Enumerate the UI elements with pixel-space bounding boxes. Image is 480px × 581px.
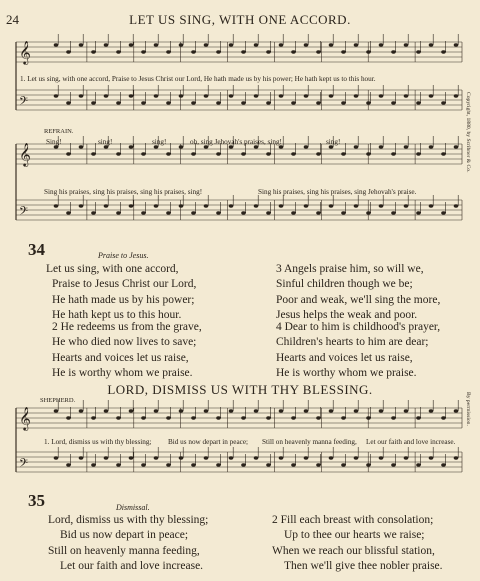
note-head [404, 145, 409, 148]
note-head [304, 94, 309, 97]
treble-clef-icon: 𝄞 [19, 142, 31, 166]
note-head [166, 101, 171, 104]
tune-name: SHEPHERD. [40, 397, 76, 404]
note-head [91, 101, 96, 104]
note-head [366, 416, 371, 419]
note-head [316, 152, 321, 155]
note-head [366, 152, 371, 155]
note-head [379, 94, 384, 97]
note-head [291, 50, 296, 53]
verse-line: Hearts and voices let us raise, [276, 351, 413, 364]
note-head [79, 145, 84, 148]
note-head [129, 409, 134, 412]
note-head [66, 101, 71, 104]
note-head [116, 211, 121, 214]
note-head [141, 50, 146, 53]
hymn-35-title: LORD, DISMISS US WITH THY BLESSING. [107, 382, 373, 397]
hymn-34-verse-3 [276, 262, 440, 324]
note-head [116, 416, 121, 419]
note-head [454, 456, 459, 459]
note-head [104, 204, 109, 207]
refrain-word-5: sing! [326, 138, 341, 146]
verse-line: 4 Dear to him is childhood's prayer, [276, 321, 441, 333]
note-head [54, 43, 59, 46]
note-head [129, 94, 134, 97]
note-head [291, 101, 296, 104]
note-head [379, 43, 384, 46]
note-head [216, 101, 221, 104]
note-head [166, 211, 171, 214]
hymn-35-subtitle: Dismissal. [116, 503, 150, 512]
note-head [229, 456, 234, 459]
verse-line: Lord, dismiss us with thy blessing; [48, 514, 209, 526]
note-head [316, 463, 321, 466]
note-head [79, 43, 84, 46]
note-head [416, 211, 421, 214]
note-head [304, 43, 309, 46]
note-head [329, 94, 334, 97]
note-head [79, 456, 84, 459]
hymn-35-lyric-1: 1. Lord, dismiss us with thy blessing; [44, 438, 152, 446]
note-head [291, 152, 296, 155]
note-head [191, 416, 196, 419]
hymn-34-title: LET US SING, WITH ONE ACCORD. [129, 12, 351, 27]
note-head [266, 416, 271, 419]
note-head [391, 101, 396, 104]
note-head [454, 145, 459, 148]
note-head [341, 50, 346, 53]
note-head [416, 50, 421, 53]
note-head [341, 152, 346, 155]
note-head [229, 204, 234, 207]
note-head [179, 145, 184, 148]
verse-line: 2 Fill each breast with consolation; [272, 514, 434, 526]
note-head [54, 94, 59, 97]
note-head [291, 211, 296, 214]
note-head [241, 416, 246, 419]
note-head [354, 204, 359, 207]
note-head [391, 463, 396, 466]
note-head [254, 204, 259, 207]
page-number: 24 [6, 12, 19, 27]
note-head [179, 94, 184, 97]
note-head [91, 50, 96, 53]
note-head [266, 463, 271, 466]
note-head [404, 43, 409, 46]
note-head [266, 101, 271, 104]
hymn-35-lyric-2: Bid us now depart in peace; [168, 438, 249, 446]
note-head [216, 463, 221, 466]
note-head [429, 456, 434, 459]
note-head [391, 152, 396, 155]
note-head [241, 152, 246, 155]
verse-line: Children's hearts to him are dear; [276, 336, 429, 349]
note-head [279, 43, 284, 46]
refrain-label: REFRAIN. [44, 128, 74, 135]
verse-line: Poor and weak, we'll sing the more, [276, 293, 441, 306]
note-head [66, 50, 71, 53]
note-head [104, 94, 109, 97]
note-head [204, 204, 209, 207]
note-head [191, 211, 196, 214]
note-head [216, 416, 221, 419]
verse-line: Up to thee our hearts we raise; [284, 529, 425, 542]
note-head [204, 456, 209, 459]
hymn-35-verse-1 [48, 513, 208, 575]
note-head [266, 211, 271, 214]
note-head [379, 456, 384, 459]
verse-line: He hath made us by his power; [52, 293, 195, 306]
verse-line: Let us sing, with one accord, [46, 263, 179, 275]
note-head [304, 456, 309, 459]
note-head [354, 145, 359, 148]
treble-clef-icon: 𝄞 [19, 40, 31, 64]
note-head [116, 101, 121, 104]
note-head [179, 409, 184, 412]
copyright-note: Copyright, 1880, by Scribner & Co. [465, 92, 471, 173]
note-head [354, 43, 359, 46]
treble-clef-icon: 𝄞 [19, 406, 31, 430]
note-head [366, 50, 371, 53]
note-head [341, 211, 346, 214]
note-head [279, 94, 284, 97]
note-head [54, 204, 59, 207]
note-head [291, 463, 296, 466]
note-head [304, 145, 309, 148]
note-head [354, 456, 359, 459]
note-head [391, 416, 396, 419]
note-head [429, 204, 434, 207]
note-head [66, 152, 71, 155]
note-head [104, 43, 109, 46]
note-head [441, 50, 446, 53]
refrain-word-4: oh, sing Jehovah's praises, sing! [190, 138, 282, 146]
verse-line: 3 Angels praise him, so will we, [276, 263, 424, 275]
note-head [316, 50, 321, 53]
note-head [391, 211, 396, 214]
note-head [429, 43, 434, 46]
note-head [329, 456, 334, 459]
note-head [154, 409, 159, 412]
note-head [404, 456, 409, 459]
note-head [291, 416, 296, 419]
note-head [329, 204, 334, 207]
verse-line: He is worthy whom we praise. [276, 367, 417, 380]
note-head [241, 50, 246, 53]
note-head [129, 204, 134, 207]
note-head [254, 409, 259, 412]
note-head [279, 409, 284, 412]
note-head [191, 152, 196, 155]
note-head [441, 101, 446, 104]
note-head [204, 409, 209, 412]
hymn-34-verse-4 [276, 320, 440, 382]
note-head [66, 416, 71, 419]
note-head [254, 43, 259, 46]
note-head [341, 101, 346, 104]
note-head [104, 409, 109, 412]
note-head [204, 94, 209, 97]
note-head [379, 145, 384, 148]
note-head [441, 463, 446, 466]
note-head [204, 43, 209, 46]
note-head [54, 456, 59, 459]
note-head [241, 211, 246, 214]
note-head [179, 43, 184, 46]
note-head [79, 409, 84, 412]
verse-line: Still on heavenly manna feeding, [48, 544, 200, 557]
note-head [241, 463, 246, 466]
bass-clef-icon: 𝄢 [19, 205, 29, 221]
note-head [216, 211, 221, 214]
note-head [454, 409, 459, 412]
note-head [279, 204, 284, 207]
note-head [116, 463, 121, 466]
note-head [391, 50, 396, 53]
note-head [366, 211, 371, 214]
refrain-lower-2: Sing his praises, sing his praises, sing Jehovah's praise. [258, 188, 417, 196]
note-head [66, 211, 71, 214]
note-head [454, 204, 459, 207]
note-head [129, 43, 134, 46]
note-head [191, 50, 196, 53]
note-head [216, 50, 221, 53]
note-head [141, 211, 146, 214]
hymn-35-lyric-3: Still on heavenly manna feeding, [262, 438, 357, 446]
note-head [254, 94, 259, 97]
refrain-word-2: sing! [98, 138, 113, 146]
note-head [191, 101, 196, 104]
note-head [429, 94, 434, 97]
note-head [91, 463, 96, 466]
hymn-34-subtitle: Praise to Jesus. [98, 251, 149, 260]
note-head [416, 152, 421, 155]
note-head [104, 456, 109, 459]
note-head [91, 416, 96, 419]
note-head [141, 101, 146, 104]
note-head [416, 463, 421, 466]
note-head [429, 145, 434, 148]
note-head [341, 463, 346, 466]
note-head [79, 204, 84, 207]
note-head [316, 416, 321, 419]
note-head [441, 416, 446, 419]
refrain-word-1: Sing! [46, 138, 62, 146]
verse-line: Then we'll give thee nobler praise. [284, 560, 443, 573]
note-head [404, 409, 409, 412]
note-head [166, 463, 171, 466]
bass-clef-icon: 𝄢 [19, 95, 29, 111]
note-head [304, 409, 309, 412]
note-head [166, 152, 171, 155]
permission-note: By permission. [465, 392, 471, 426]
note-head [404, 204, 409, 207]
note-head [266, 50, 271, 53]
note-head [429, 409, 434, 412]
note-head [241, 101, 246, 104]
verse-line: 2 He redeems us from the grave, [52, 321, 202, 333]
note-head [191, 463, 196, 466]
refrain-word-3: sing! [152, 138, 167, 146]
note-head [91, 152, 96, 155]
bass-clef-icon: 𝄢 [19, 457, 29, 473]
note-head [329, 43, 334, 46]
note-head [179, 204, 184, 207]
note-head [54, 409, 59, 412]
note-head [329, 409, 334, 412]
note-head [216, 152, 221, 155]
note-head [141, 152, 146, 155]
hymn-34-verse-2 [52, 320, 202, 382]
note-head [254, 456, 259, 459]
note-head [229, 409, 234, 412]
note-head [229, 94, 234, 97]
note-head [341, 416, 346, 419]
hymn-35-number: 35 [28, 491, 45, 510]
note-head [166, 50, 171, 53]
note-head [454, 43, 459, 46]
note-head [91, 211, 96, 214]
note-head [154, 204, 159, 207]
verse-line: Let our faith and love increase. [60, 560, 204, 573]
note-head [179, 456, 184, 459]
note-head [316, 101, 321, 104]
verse-line: When we reach our blissful station, [272, 544, 435, 557]
note-head [154, 456, 159, 459]
note-head [116, 50, 121, 53]
verse-line: Hearts and voices let us raise, [52, 351, 189, 364]
note-head [154, 43, 159, 46]
verse-line: Sinful children though we be; [276, 278, 413, 291]
note-head [129, 145, 134, 148]
note-head [79, 94, 84, 97]
note-head [354, 409, 359, 412]
note-head [279, 456, 284, 459]
verse-line: He is worthy whom we praise. [52, 367, 193, 380]
note-head [266, 152, 271, 155]
note-head [366, 463, 371, 466]
note-head [454, 94, 459, 97]
hymn-35-verse-2 [272, 513, 443, 575]
note-head [304, 204, 309, 207]
note-head [129, 456, 134, 459]
verse-line: He hath kept us to this hour. [52, 309, 182, 322]
note-head [354, 94, 359, 97]
note-head [141, 463, 146, 466]
note-head [316, 211, 321, 214]
verse-line: Bid us now depart in peace; [60, 529, 189, 542]
note-head [366, 101, 371, 104]
note-head [116, 152, 121, 155]
note-head [154, 94, 159, 97]
note-head [416, 416, 421, 419]
verse-line: Jesus helps the weak and poor. [276, 309, 418, 322]
verse-line: Praise to Jesus Christ our Lord, [52, 278, 197, 291]
hymn-35-lyric-4: Let our faith and love increase. [366, 438, 456, 446]
note-head [441, 211, 446, 214]
hymn-34-verse-1 [46, 262, 196, 324]
note-head [166, 416, 171, 419]
note-head [379, 409, 384, 412]
verse-line: He who died now lives to save; [52, 336, 197, 349]
note-head [141, 416, 146, 419]
hymn-34-number: 34 [28, 240, 45, 259]
note-head [404, 94, 409, 97]
refrain-lower-1: Sing his praises, sing his praises, sing his praises, sing! [44, 188, 203, 196]
note-head [379, 204, 384, 207]
note-head [441, 152, 446, 155]
note-head [416, 101, 421, 104]
hymn-34-music-lyric: 1. Let us sing, with one accord, Praise to Jesus Christ our Lord, He hath made us by his power; He hath kept us to this hour. [20, 75, 376, 83]
note-head [229, 43, 234, 46]
note-head [66, 463, 71, 466]
